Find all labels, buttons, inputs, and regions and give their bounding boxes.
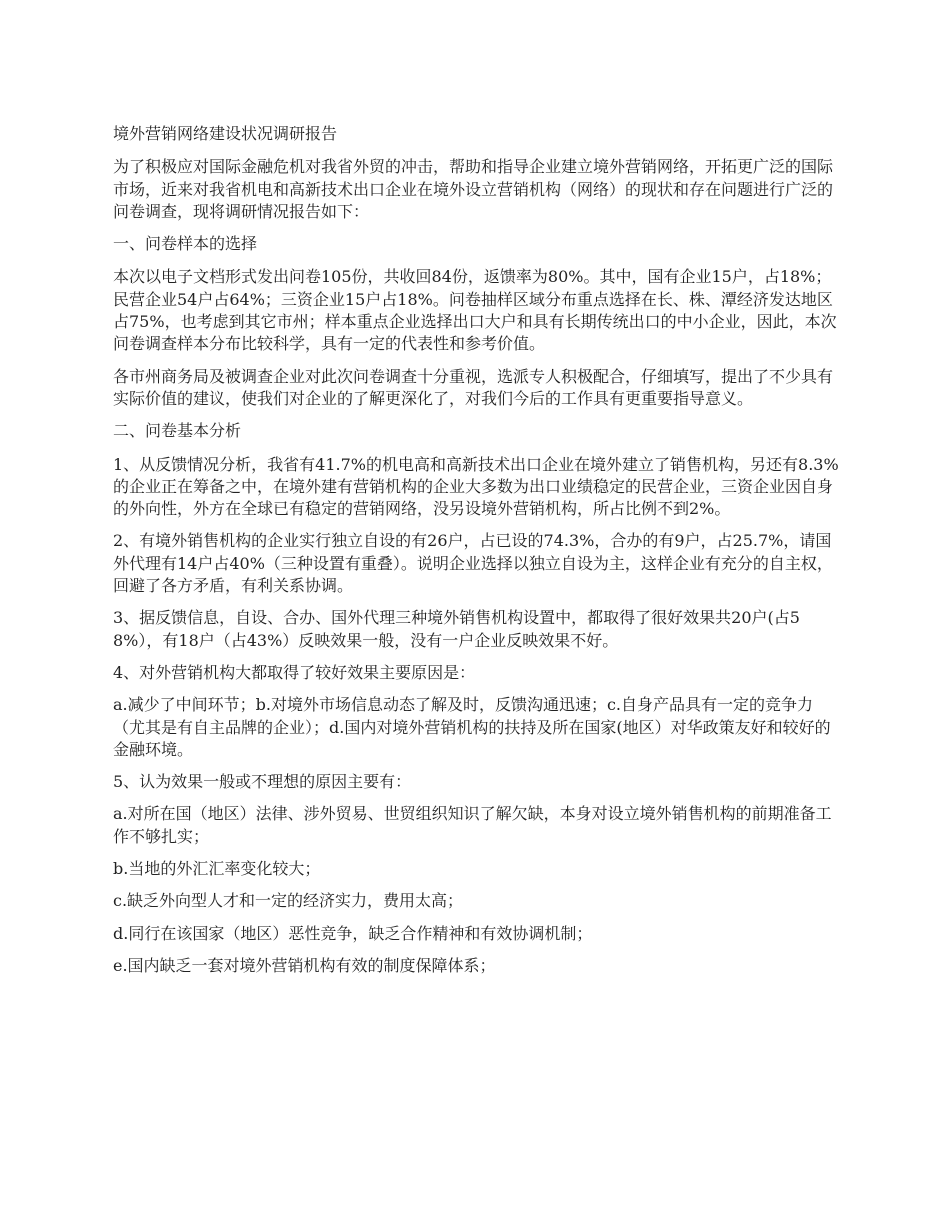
analysis-item-5-reason-d: d.同行在该国家（地区）恶性竞争，缺乏合作精神和有效协调机制； bbox=[113, 923, 593, 943]
intro-paragraph: 为了积极应对国际金融危机对我省外贸的冲击，帮助和指导企业建立境外营销网络，开拓更广泛的国际市场，近来对我省机电和高新技术出口企业在境外设立营销机构（网络）的现状和存在问题进行广泛的问卷调查，现将调研情况报告如下： bbox=[113, 157, 834, 221]
analysis-item-4: 4、对外营销机构大都取得了较好效果主要原因是： bbox=[113, 662, 476, 682]
analysis-item-3: 3、据反馈信息，自设、合办、国外代理三种境外销售机构设置中，都取得了很好效果共20户(占58%），有18户（占43%）反映效果一般，没有一户企业反映效果不好。 bbox=[113, 608, 800, 650]
analysis-item-2: 2、有境外销售机构的企业实行独立自设的有26户，占已设的74.3%，合办的有9户，占25.7%，请国外代理有14户占40%（三种设置有重叠）。说明企业选择以独立自设为主，这样企业有充分的自主权，回避了各方矛盾，有利关系协调。 bbox=[113, 531, 833, 596]
analysis-item-1: 1、从反馈情况分析，我省有41.7%的机电高和高新技术出口企业在境外建立了销售机构，另还有8.3%的企业正在筹备之中，在境外建有营销机构的企业大多数为出口业绩稳定的民营企业，三资企业因自身的外向性，外方在全球已有稳定的营销网络，没另设境外营销机构，所占比例不到2%。 bbox=[113, 454, 839, 519]
section-2-heading: 二、问卷基本分析 bbox=[113, 421, 242, 441]
analysis-item-5: 5、认为效果一般或不理想的原因主要有： bbox=[113, 772, 412, 792]
document-title: 境外营销网络建设状况调研报告 bbox=[113, 124, 338, 143]
analysis-item-5-reason-e: e.国内缺乏一套对境外营销机构有效的制度保障体系； bbox=[113, 955, 496, 975]
section-1-paragraph-2: 各市州商务局及被调查企业对此次问卷调查十分重视，选派专人积极配合，仔细填写，提出了不少具有实际价值的建议，使我们对企业的了解更深化了，对我们今后的工作具有更重要指导意义。 bbox=[113, 366, 834, 408]
analysis-item-4-reasons: a.减少了中间环节；b.对境外市场信息动态了解及时，反馈沟通迅速；c.自身产品具有一定的竞争力（尤其是有自主品牌的企业）；d.国内对境外营销机构的扶持及所在国家(地区）对华政策友好和较好的金融环境。 bbox=[113, 695, 831, 759]
section-1-paragraph-1: 本次以电子文档形式发出问卷105份，共收回84份，返馈率为80%。其中，国有企业15户，占18%；民营企业54户占64%；三资企业15户占18%。问卷抽样区域分布重点选择在长、株、潭经济发达地区占75%，也考虑到其它市州；样本重点企业选择出口大户和具有长期传统出口的中小企业，因此，本次问卷调查样本分布比较科学，具有一定的代表性和参考价值。 bbox=[113, 267, 837, 354]
section-1-heading: 一、问卷样本的选择 bbox=[113, 234, 258, 254]
analysis-item-5-reason-b: b.当地的外汇汇率变化较大； bbox=[113, 859, 321, 879]
analysis-item-5-reason-a: a.对所在国（地区）法律、涉外贸易、世贸组织知识了解欠缺，本身对设立境外销售机构的前期准备工作不够扎实； bbox=[113, 804, 832, 846]
analysis-item-5-reason-c: c.缺乏外向型人才和一定的经济实力，费用太高； bbox=[113, 891, 464, 911]
